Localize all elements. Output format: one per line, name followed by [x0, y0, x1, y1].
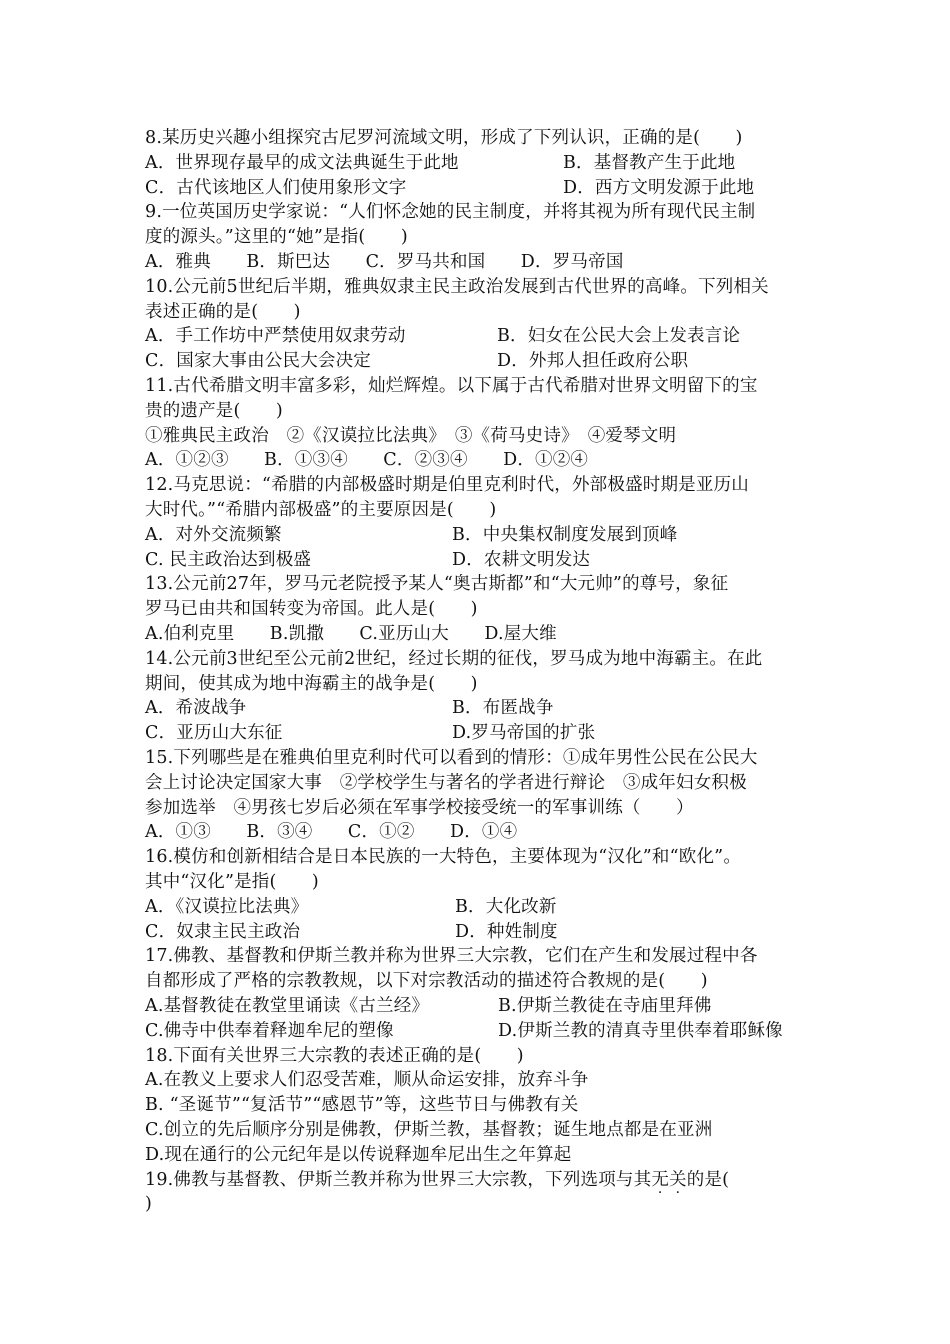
question-stem: 度的源头。”这里的“她”是指( ) — [145, 227, 408, 248]
option: B．中央集权制度发展到顶峰 — [452, 524, 678, 545]
question-stem: 15.下列哪些是在雅典伯里克利时代可以看到的情形：①成年男性公民在公民大 — [145, 748, 758, 768]
question-stem: ①雅典民主政治 ②《汉谟拉比法典》 ③《荷马史诗》 ④爱琴文明 — [145, 425, 677, 446]
option: C．古代该地区人们使用象形文字 — [145, 177, 407, 198]
option-row — [145, 152, 736, 173]
question-stem: 罗马已由共和国转变为帝国。此人是( ) — [145, 599, 478, 620]
option: A.在教义上要求人们忍受苦难，顺从命运安排，放弃斗争 — [145, 1070, 589, 1091]
option: C.佛寺中供奉着释迦牟尼的塑像 — [145, 1020, 394, 1041]
option: B.伊斯兰教徒在寺庙里拜佛 — [498, 996, 712, 1016]
question-stem: ) — [145, 1194, 153, 1215]
option: B．大化改新 — [455, 896, 557, 917]
option: A．希波战争 — [145, 698, 247, 719]
option: C. 民主政治达到极盛 — [145, 549, 312, 570]
question-stem: 14.公元前3世纪至公元前2世纪，经过长期的征伐，罗马成为地中海霸主。在此 — [145, 648, 763, 669]
option: D．外邦人担任政府公职 — [497, 351, 689, 372]
option-row — [145, 698, 554, 719]
option: A．手工作坊中严禁使用奴隶劳动 — [145, 326, 406, 347]
question-stem: 表述正确的是( ) — [145, 301, 301, 322]
option-row — [145, 351, 689, 372]
question-stem: 10.公元前5世纪后半期，雅典奴隶主民主政治发展到古代世界的高峰。下列相关 — [145, 276, 769, 297]
option-row — [145, 1070, 588, 1090]
option: D．西方文明发源于此地 — [563, 177, 755, 198]
emphasis-char: 关 — [669, 1169, 687, 1190]
option-row — [145, 177, 755, 198]
option: D.伊斯兰教的清真寺里供奉着耶稣像 — [498, 1020, 783, 1041]
question-stem: 大时代。”“希腊内部极盛”的主要原因是( ) — [145, 500, 497, 520]
question-stem: 12.马克思说：“希腊的内部极盛时期是伯里克利时代，外部极盛时期是亚历山 — [145, 475, 749, 496]
question-stem: 16.模仿和创新相结合是日本民族的一大特色，主要体现为“汉化”和“欧化”。 — [145, 847, 742, 868]
question-stem: 19.佛教与基督教、伊斯兰教并称为世界三大宗教，下列选项与其无关的是( — [145, 1169, 730, 1190]
question-stem: 18.下面有关世界三大宗教的表述正确的是( ) — [145, 1045, 524, 1066]
option: D.现在通行的公元纪年是以传说释迦牟尼出生之年算起 — [145, 1144, 572, 1165]
option-row — [145, 1145, 571, 1165]
emphasis-char: 无 — [651, 1169, 670, 1190]
option-row — [145, 624, 557, 644]
option: A.基督教徒在教堂里诵读《古兰经》 — [145, 996, 430, 1016]
option: D．种姓制度 — [455, 921, 558, 942]
option-row — [145, 996, 712, 1016]
question-stem: 期间，使其成为地中海霸主的战争是( ) — [145, 673, 478, 694]
option: C．奴隶主民主政治 — [145, 921, 301, 942]
question-stem: 参加选举 ④男孩七岁后必须在军事学校接受统一的军事训练（ ） — [145, 797, 694, 818]
question-stem: 17.佛教、基督教和伊斯兰教并称为世界三大宗教，它们在产生和发展过程中各 — [145, 946, 758, 967]
option: C.创立的先后顺序分别是佛教，伊斯兰教，基督教；诞生地点都是在亚洲 — [145, 1120, 713, 1140]
option: A．《汉谟拉比法典》 — [145, 896, 309, 917]
option-row — [145, 524, 678, 545]
question-stem: 11.古代希腊文明丰富多彩，灿烂辉煌。以下属于古代希腊对世界文明留下的宝 — [145, 376, 758, 396]
question-stem: 13.公元前27年，罗马元老院授予某人“奥古斯都”和“大元帅”的尊号，象征 — [145, 574, 729, 595]
option-row — [145, 1020, 783, 1041]
option-row — [145, 1095, 578, 1115]
question-stem: 9.一位英国历史学家说：“人们怀念她的民主制度，并将其视为所有现代民主制 — [145, 202, 756, 223]
option: B．布匿战争 — [452, 698, 554, 719]
question-stem: 会上讨论决定国家大事 ②学校学生与著名的学者进行辩论 ③成年妇女积极 — [145, 772, 747, 793]
option-row — [145, 921, 558, 942]
option: B．妇女在公民大会上发表言论 — [497, 326, 741, 347]
option-row — [145, 252, 624, 272]
option-row — [145, 326, 741, 347]
option-row — [145, 450, 588, 470]
option-row — [145, 822, 517, 842]
option: C．亚历山大东征 — [145, 723, 283, 744]
option: A．雅典 B．斯巴达 C．罗马共和国 D．罗马帝国 — [145, 252, 624, 272]
option: A．对外交流频繁 — [145, 524, 282, 545]
question-stem: 8.某历史兴趣小组探究古尼罗河流域文明，形成了下列认识，正确的是( ) — [145, 128, 743, 148]
option-row — [145, 896, 557, 917]
option: B．基督教产生于此地 — [563, 152, 736, 173]
question-stem: 贵的遗产是( ) — [145, 400, 283, 421]
option: A．①②③ B．①③④ C．②③④ D．①②④ — [145, 450, 589, 471]
option-row — [145, 723, 596, 744]
option: D．农耕文明发达 — [452, 549, 591, 570]
option: A.伯利克里 B.凯撒 C.亚历山大 D.屋大维 — [145, 624, 557, 644]
option: A．世界现存最早的成文法典诞生于此地 — [145, 152, 459, 173]
question-stem: 其中“汉化”是指( ) — [145, 872, 319, 892]
option-row — [145, 1120, 712, 1140]
question-stem: 自都形成了严格的宗教教规，以下对宗教活动的描述符合教规的是( ) — [145, 971, 708, 992]
option: A．①③ B．③④ C．①② D．①④ — [145, 822, 518, 843]
option: B. “圣诞节”“复活节”“感恩节”等，这些节日与佛教有关 — [145, 1095, 579, 1116]
option-row — [145, 549, 591, 570]
option: D.罗马帝国的扩张 — [452, 723, 596, 744]
option: C．国家大事由公民大会决定 — [145, 351, 371, 372]
